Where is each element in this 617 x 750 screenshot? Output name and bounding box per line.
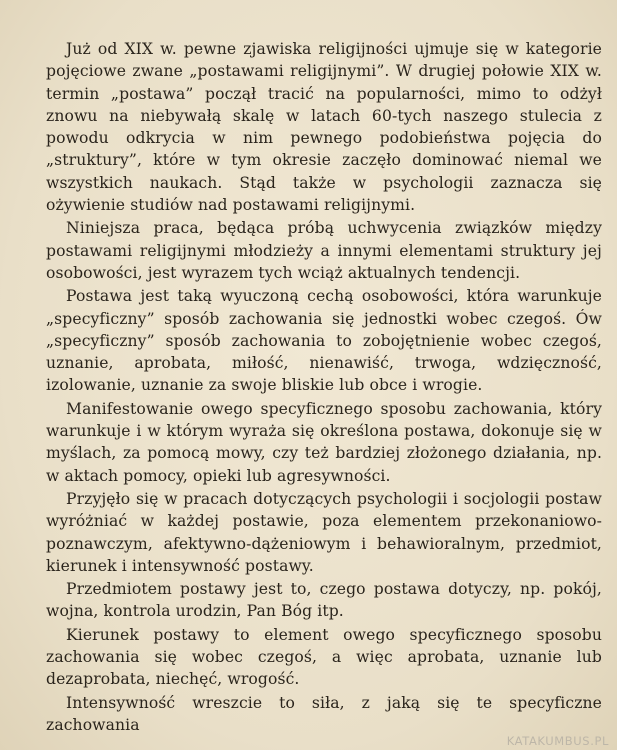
page-text: [46, 38, 602, 736]
paragraph-3: Postawa jest taką wyuczoną cechą osobowości, która warunkuje „specyficzny” sposób zachowania się jednostki wobec czegoś. Ów „specyficzny” sposób zachowania to zobojętnienie wobec czegoś, uznanie, aprobata, miłość, nienawiść, trwoga, wdzięczność, izolowanie, uznanie za swoje bliskie lub obce i wrogie.: [46, 287, 602, 395]
paragraph-4: Manifestowanie owego specyficznego sposobu zachowania, który warunkuje i w którym wyraża się określona postawa, dokonuje się w myślach, za pomocą mowy, czy też bardziej złożonego działania, np. w aktach pomocy, opieki lub agresywności.: [46, 399, 602, 485]
paragraph-7: Kierunek postawy to element owego specyficznego sposobu zachowania się wobec czegoś, a więc aprobata, uznanie lub dezaprobata, niechęć, wrogość.: [46, 625, 602, 689]
watermark: KATAKUMBUS.PL: [506, 734, 609, 748]
paragraph-1: Już od XIX w. pewne zjawiska religijności ujmuje się w kategorie pojęciowe zwane „postawami religijnymi”. W drugiej połowie XIX w. termin „postawa” począł tracić na popularności, mimo to odżył znowu na niebywałą skalę w latach 60-tych naszego stulecia z powodu odkrycia w nim pewnego podobieństwa pojęcia do „struktury”, które w tym okresie zaczęło dominować niemal we wszystkich naukach. Stąd także w psychologii zaznacza się ożywienie studiów nad postawami religijnymi.: [46, 40, 602, 215]
paragraph-6: Przedmiotem postawy jest to, czego postawa dotyczy, np. pokój, wojna, kontrola urodzin, Pan Bóg itp.: [46, 580, 602, 621]
paragraph-5: Przyjęło się w pracach dotyczących psychologii i socjologii postaw wyróżniać w każdej postawie, poza elementem przekonaniowo-poznawczym, afektywno-dążeniowym i behawioralnym, przedmiot, kierunek i intensywność postawy.: [46, 489, 602, 575]
paragraph-8: Intensywność wreszcie to siła, z jaką się te specyficzne zachowania: [46, 693, 602, 734]
paragraph-2: Niniejsza praca, będąca próbą uchwycenia związków między postawami religijnymi młodzieży a innymi elementami struktury jej osobowości, jest wyrazem tych wciąż aktualnych tendencji.: [46, 219, 602, 282]
